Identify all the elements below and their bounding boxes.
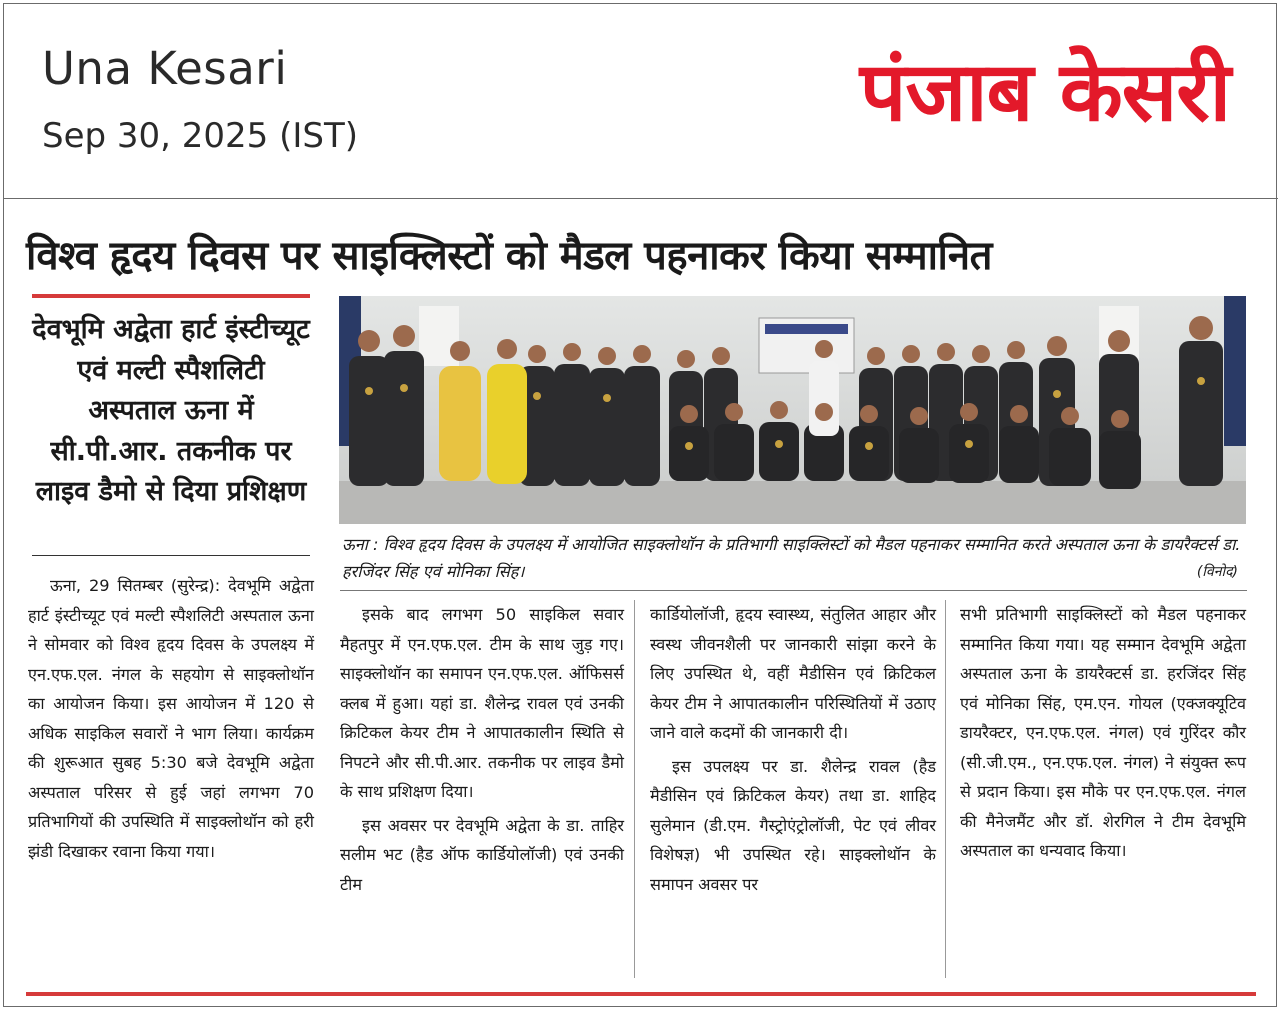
newspaper-masthead-logo: पंजाब केसरी <box>859 45 1230 140</box>
header-divider <box>4 198 1278 199</box>
article-headline: विश्व हृदय दिवस पर साइक्लिस्टों को मैडल पहनाकर किया सम्मानित <box>26 233 992 279</box>
article-column-1 <box>28 571 314 866</box>
column-paragraph: सभी प्रतिभागी साइक्लिस्टों को मैडल पहनाकर सम्मानित किया गया। यह सम्मान देवभूमि अद्वेता अस्पताल ऊना के डायरैक्टर्स डा. हरजिंदर सिंह एवं मोनिका सिंह, एम.एन. गोयल (एक्जक्यूटिव डायरैक्टर, एन.एफ.एल. नंगल) एवं गुरिंदर कौर (सी.जी.एम., एन.एफ.एल. नंगल) ने संयुक्त रूप से प्रदान किया। इस मौके पर एन.एफ.एल. नंगल की मैनेजमैंट और डॉ. शेरगिल ने टीम देवभूमि अस्पताल का धन्यवाद किया। <box>960 605 1246 860</box>
source-name: Una Kesari <box>42 42 288 95</box>
headline-underline <box>32 294 310 298</box>
source-date: Sep 30, 2025 (IST) <box>42 116 359 156</box>
article-column-2 <box>340 600 624 899</box>
column-paragraph: ऊना, 29 सितम्बर (सुरेन्द्र): देवभूमि अद्वेता हार्ट इंस्टीच्यूट एवं मल्टी स्पैशलिटी अस्पताल ऊना ने सोमवार को विश्व हृदय दिवस के उपलक्ष्य में एन.एफ.एल. नंगल के सहयोग से साइक्लोथॉन का आयोजन किया। इस आयोजन में 120 से अधिक साइकिल सवारों ने भाग लिया। कार्यक्रम की शुरूआत सुबह 5:30 बजे देवभूमि अद्वेता अस्पताल परिसर से हुई जहां लगभग 70 प्रतिभागियों की उपस्थिति में साइक्लोथॉन को हरी झंडी दिखाकर रवाना किया गया। <box>28 576 314 861</box>
column-divider <box>634 600 635 978</box>
column-paragraph: कार्डियोलॉजी, हृदय स्वास्थ्य, संतुलित आहार और स्वस्थ जीवनशैली पर जानकारी सांझा करने के लिए उपस्थित थे, वहीं मैडीसिन एवं क्रिटिकल केयर टीम ने आपातकालीन परिस्थितियों में उठाए जाने वाले कदमों की जानकारी दी। <box>650 605 936 742</box>
group-photo <box>339 296 1246 524</box>
column-paragraph: इस उपलक्ष्य पर डा. शैलेन्द्र रावल (हैड मैडीसिन एवं क्रिटिकल केयर) तथा डा. शाहिद सुलेमान (डी.एम. गैस्ट्रोएंट्रोलॉजी, पेट एवं लीवर विशेषज्ञ) भी उपस्थित रहे। साइक्लोथॉन के समापन अवसर पर <box>650 756 936 894</box>
caption-divider <box>340 590 1247 591</box>
subheadline-divider <box>32 555 310 556</box>
article-column-3 <box>650 600 936 899</box>
column-paragraph: इस अवसर पर देवभूमि अद्वेता के डा. ताहिर सलीम भट (हैड ऑफ कार्डियोलॉजी) एवं उनकी टीम <box>340 815 624 894</box>
column-divider <box>945 600 946 978</box>
group-photo-illustration <box>339 296 1246 524</box>
article-subheadline: देवभूमि अद्वेता हार्ट इंस्टीच्यूट एवं मल्टी स्पैशलिटी अस्पताल ऊना में सी.पी.आर. तकनीक पर लाइव डैमो से दिया प्रशिक्षण <box>32 314 310 507</box>
footer-rule <box>26 992 1256 996</box>
column-paragraph: इसके बाद लगभग 50 साइकिल सवार मैहतपुर में एन.एफ.एल. टीम के साथ जुड़ गए। साइक्लोथॉन का समापन एन.एफ.एल. ऑफिसर्स क्लब में हुआ। यहां डा. शैलेन्द्र रावल एवं उनकी क्रिटिकल केयर टीम ने आपातकालीन स्थिति से निपटने और सी.पी.आर. तकनीक पर लाइव डैमो के साथ प्रशिक्षण दिया। <box>340 605 624 801</box>
clipping-frame <box>3 3 1277 1007</box>
clipping-header <box>4 4 1278 200</box>
photo-caption: ऊना : विश्व हृदय दिवस के उपलक्ष्य में आयोजित साइक्लोथॉन के प्रतिभागी साइक्लिस्टों को मैडल पहनाकर सम्मानित करते अस्पताल ऊना के डायरैक्टर्स डा. हरजिंदर सिंह एवं मोनिका सिंह। <box>342 535 1241 581</box>
photo-credit: (विनोद) <box>1196 564 1238 580</box>
article-column-4 <box>960 600 1246 866</box>
